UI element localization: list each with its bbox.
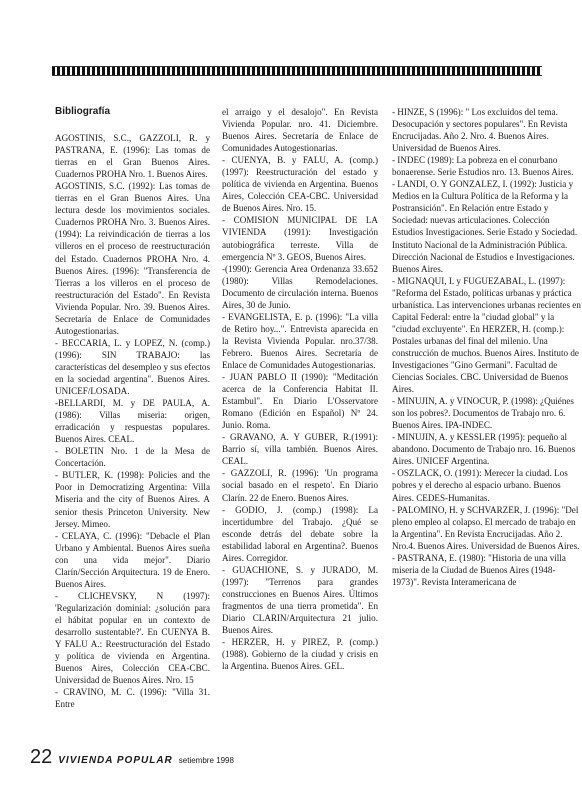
- bibliography-entry: - GRAVANO, A. Y GUBER, R.(1991): Barrio sí, villa también. Buenos Aires. CEAL.: [222, 432, 378, 467]
- bibliography-entry: - INDEC (1989): La pobreza en el conurbano bonaerense. Serie Estudios nro. 13. Buenos Aires.: [392, 155, 574, 178]
- decorative-top-band: [52, 66, 542, 76]
- bibliography-entry: - BECCARIA, L. y LOPEZ, N. (comp.)(1996): SIN TRABAJO: las características del desempleo y sus efectos en la sociedad argentina". Buenos Aires. UNICEF/LOSADA.: [55, 337, 210, 397]
- bibliography-entry: el arraigo y el desalojo". En Revista Vivienda Popular. nro. 41. Diciembre. Buenos Aires. Secretaría de Enlace de Comunidades Autogestionarias.: [222, 107, 378, 154]
- bibliography-entry: - GUACHIONE, S. y JURADO, M. (1997): "Terrenos para grandes construcciones en Buenos Aires. Últimos fragmentos de una tierra prometida". En Diario CLARIN/Arquitectura 21 julio. Buenos Aires.: [222, 564, 378, 636]
- bibliography-entry: - HERZER, H. y PIREZ, P. (comp.) (1988). Gobierno de la ciudad y crisis en la Argentina. Buenos Aires. GEL.: [222, 637, 378, 672]
- bibliography-entry: - CELAYA, C. (1996): "Debacle el Plan Urbano y Ambiental. Buenos Aires sueña con una vida mejor". Diario Clarín/Sección Arquitectura. 19 de Enero. Buenos Aires.: [55, 530, 210, 589]
- bibliography-entry: - PALOMINO, H. y SCHVARZER, J. (1996): "Del pleno empleo al colapso. El mercado de trabajo en la Argentina". En Revista Encrucijadas. Año 2. Nro.4. Buenos Aires. Universidad de Buenos Aires.: [392, 504, 580, 551]
- bibliography-entry: -(1990): Gerencia Area Ordenanza 33.652 (1980): Villas Remodelaciones. Documento de circulación interna. Buenos Aires, 30 de Junio.: [222, 263, 378, 310]
- bibliography-entry: AGOSTINIS, S.C., GAZZOLI, R. y PASTRANA, E. (1996): Las tomas de tierras en el Gran Buenos Aires. Cuadernos PROHA Nro. 1. Buenos Aires.: [55, 133, 210, 180]
- bibliography-entry: - MINUJIN, A. y KESSLER (1995): pequeño al abandono. Documento de Trabajo nro. 16. Buenos Aires. UNICEF Argentina.: [392, 432, 576, 467]
- bibliography-column-2: [222, 106, 378, 672]
- page-number: 22: [30, 746, 53, 768]
- section-heading: Bibliografía: [55, 106, 111, 117]
- bibliography-entry: - MIGNAQUI, I. y FUGUEZABAL, L. (1997): "Reforma del Estado, políticas urbanas y práctica urbanística. Las intervenciones urbanas recientes en Capital Federal: entre la "ciudad global" y la "ciudad excluyente". En HERZER, H. (comp.): Postales urbanas del final del milenio. Una construcción de muchos. Buenos Aires. Instituto de Investigaciones "Gino Germani". Facultad de Ciencias Sociales. CBC. Universidad de Buenos Aires.: [392, 275, 581, 395]
- bibliography-entry: - CLICHEVSKY, N (1997): 'Regularización dominial: ¿solución para el hábitat popular en un contexto de desarrollo sustentable?'. En CUENYA B. Y FALU A.: Reestructuración del Estado y política de vivienda en Argentina. Buenos Aires, Colección CEA-CBC. Universidad de Buenos Aires. Nro. 15: [55, 590, 210, 686]
- bibliography-entry: - GODIO, J. (comp.) (1998): La incertidumbre del Trabajo. ¿Qué se esconde detrás del debate sobre la estabilidad laboral en Argentina?. Buenos Aires. Corregidor.: [222, 504, 378, 563]
- bibliography-entry: - EVANGELISTA, E. p. (1996): "La villa de Retiro hoy...". Entrevista aparecida en la Revista Vivienda Popular. nro.37/38. Febrero. Buenos Aires. Secretaría de Enlace de Comunidades Autogestionarias.: [222, 311, 378, 370]
- bibliography-column-3: [392, 106, 581, 588]
- bibliography-column-1: [55, 106, 210, 710]
- bibliography-entry: - JUAN PABLO II (1990): "Meditación acerca de la Conferencia Habitat II. Estambul". En Diario L'Osservatore Romano (Edición en Español) Nº 24. Junio. Roma.: [222, 372, 378, 431]
- publication-name: VIVIENDA POPULAR: [58, 755, 173, 766]
- bibliography-entry: - BUTLER, K. (1998): Policies and the Poor in Democratizing Argentina: Villa Miseria and the city of Buenos Aires. A senior thesis Princeton University. New Jersey. Mimeo.: [55, 470, 210, 529]
- bibliography-entry: - OSZLACK, O. (1991): Merecer la ciudad. Los pobres y el derecho al espacio urbano. Buenos Aires. CEDES-Humanitas.: [392, 468, 568, 503]
- bibliography-entry: - BOLETIN Nro. 1 de la Mesa de Concertación.: [55, 446, 210, 469]
- bibliography-entry: - GAZZOLI, R. (1996): 'Un programa social basado en el respeto'. En Diario Clarín. 22 de Enero. Buenos Aires.: [222, 468, 378, 503]
- bibliography-entry: -BELLARDI, M. y DE PAULA, A. (1986): Villas miseria: origen, erradicación y respuestas populares. Buenos Aires. CEAL.: [55, 398, 210, 445]
- issue-date: setiembre 1998: [178, 756, 234, 765]
- bibliography-entry: - LANDI, O. Y GONZALEZ, I. (1992): Justicia y Medios en la Cultura Política de la Reforma y la Postransición". En Relación entre Estado y Sociedad: nuevas articulaciones. Colección Estudios Investigaciones. Serie Estado y Sociedad. Instituto Nacional de la Administración Pública. Dirección Nacional de Estudios e Investigaciones. Buenos Aires.: [392, 179, 578, 274]
- bibliography-entry: - CRAVINO, M. C. (1996): "Villa 31. Entre: [55, 687, 210, 710]
- bibliography-entry: - COMISION MUNICIPAL DE LA VIVIENDA (1991): Investigación autobiográfica terreste. Villa de emergencia Nº 3. GEOS, Buenos Aires.: [222, 215, 378, 262]
- column-1-entries: [55, 132, 210, 710]
- bibliography-entry: AGOSTINIS, S.C. (1992): Las tomas de tierras en el Gran Buenos Aires. Una lectura desde los movimientos sociales. Cuadernos PROHA Nro. 3. Buenos Aires. (1994): La reivindicación de tierras a los villeros en el proceso de reestructuración del Estado. Cuadernos PROHA Nro. 4. Buenos Aires. (1996): "Transferencia de Tierras a los villeros en el proceso de reestructuración del Estado". En Revista Vivienda Popular. Nro. 39. Buenos Aires. Secretaría de Enlace de Comunidades Autogestionarias.: [55, 181, 210, 336]
- bibliography-entry: - MINUJIN, A. y VINOCUR, P. (1998): ¿Quiénes son los pobres?. Documentos de Trabajo nro. 6. Buenos Aires. IPA-INDEC.: [392, 396, 574, 431]
- bibliography-entry: - CUENYA, B. y FALU, A. (comp.)(1997): Reestructuración del estado y política de vivienda en Argentina. Buenos Aires, Colección CEA-CBC. Universidad de Buenos Aires. Nro. 15.: [222, 155, 378, 214]
- bibliography-entry: - HINZE, S (1996): " Los excluidos del tema. Desocupación y sectores populares". En Revista Encrucijadas. Año 2. Nro. 4. Buenos Aires. Universidad de Buenos Aires.: [392, 107, 568, 154]
- bibliography-entry: - PASTRANA, E. (1980): "Historia de una villa miseria de la Ciudad de Buenos Aires (1948-1973)". Revista Interamericana de: [392, 552, 566, 587]
- page-footer: [30, 746, 234, 768]
